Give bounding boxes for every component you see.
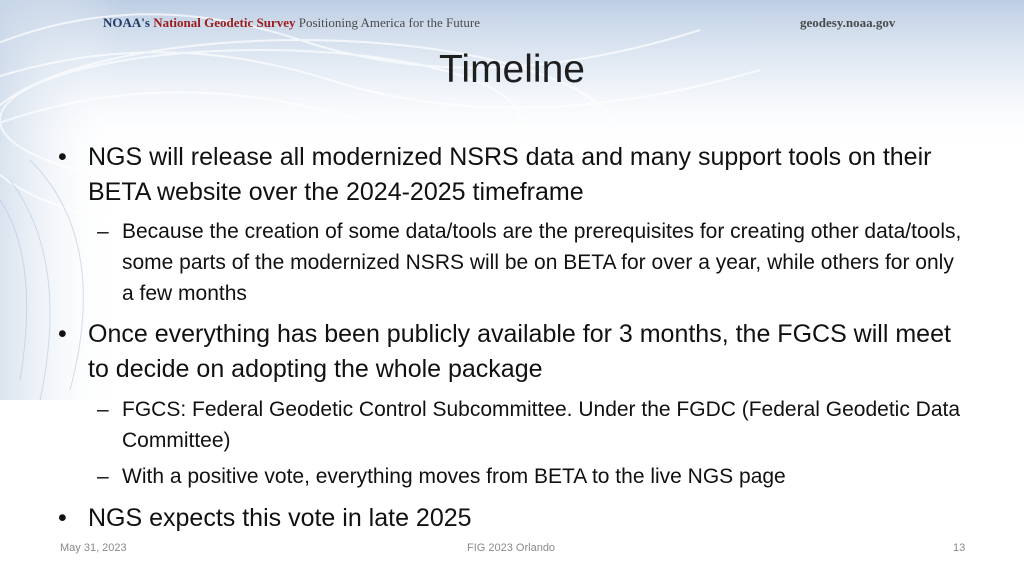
bullet-item: NGS will release all modernized NSRS data and many support tools on their BETA website over the 2024-2025 timeframe: [88, 143, 932, 206]
bullet-marker: •: [58, 320, 67, 348]
sub-bullet-marker: –: [97, 465, 109, 488]
sub-bullet-item: Because the creation of some data/tools are the prerequisites for creating other data/tools, some parts of the modernized NSRS will be on BETA for over a year, while others for only a few months: [122, 220, 962, 305]
sub-bullet-item: With a positive vote, everything moves from BETA to the live NGS page: [122, 465, 786, 488]
sub-bullet-marker: –: [97, 398, 109, 421]
header-website[interactable]: geodesy.noaa.gov: [800, 15, 896, 30]
sub-bullet-marker: –: [97, 220, 109, 243]
bullet-item: NGS expects this vote in late 2025: [88, 504, 472, 532]
footer-date: May 31, 2023: [60, 542, 127, 554]
bullet-item: Once everything has been publicly available for 3 months, the FGCS will meet to decide on adopting the whole package: [88, 320, 951, 383]
footer-page-number: 13: [953, 542, 966, 554]
sub-bullet-item: FGCS: Federal Geodetic Control Subcommittee. Under the FGDC (Federal Geodetic Data Committee): [122, 398, 961, 452]
bullet-marker: •: [58, 504, 67, 532]
bullet-marker: •: [58, 143, 67, 171]
footer-event: FIG 2023 Orlando: [467, 542, 556, 554]
header-tagline: Positioning America for the Future: [298, 15, 480, 30]
slide-title: Timeline: [439, 48, 585, 91]
header-org-prefix: NOAA's: [103, 15, 150, 30]
header-org-name: National Geodetic Survey: [153, 15, 296, 30]
